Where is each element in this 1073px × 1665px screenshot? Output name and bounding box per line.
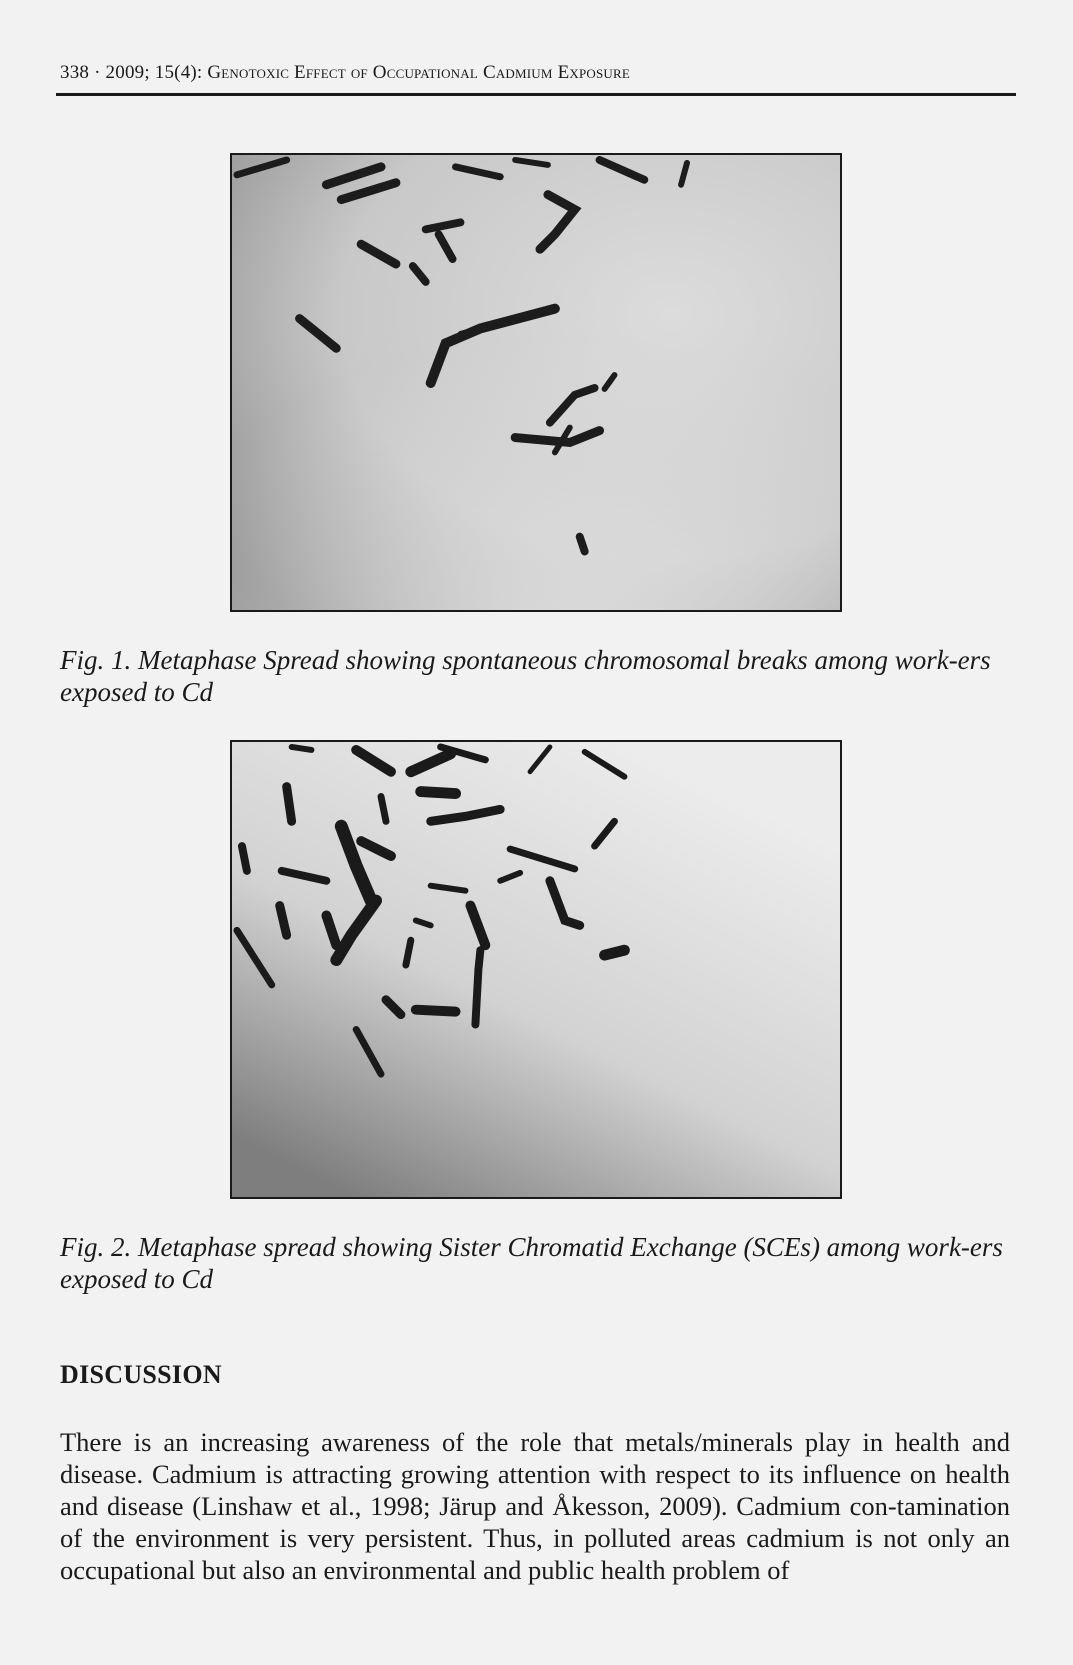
page-number: 338 — [60, 62, 90, 83]
figure-2-image — [232, 742, 840, 1197]
journal-citation: 2009; 15(4): — [105, 62, 203, 83]
figure-1-caption: Fig. 1. Metaphase Spread showing spontaneous chromosomal breaks among work-ers exposed to Cd — [60, 645, 991, 707]
figure-2-micrograph — [230, 740, 842, 1199]
running-title: Genotoxic Effect of Occupational Cadmium Exposure — [207, 62, 631, 83]
discussion-paragraph: There is an increasing awareness of the role that metals/minerals play in health and disease. Cadmium is attracting growing attention with respect to its influence on health and disease (Linshaw et al., 1998; Järup and Åkesson, 2009). Cadmium con-tamination of the environment is very persistent. Thus, in polluted areas cadmium is not only an occupational but also an environmental and public health problem of — [60, 1427, 1010, 1585]
header-rule — [56, 93, 1016, 96]
figure-2-caption: Fig. 2. Metaphase spread showing Sister Chromatid Exchange (SCEs) among work-ers exposed to Cd — [60, 1232, 1003, 1294]
running-head — [60, 62, 630, 84]
figure-1-image — [232, 155, 840, 610]
section-heading: DISCUSSION — [60, 1360, 222, 1389]
header-separator: · — [94, 62, 101, 83]
figure-1-micrograph — [230, 153, 842, 612]
